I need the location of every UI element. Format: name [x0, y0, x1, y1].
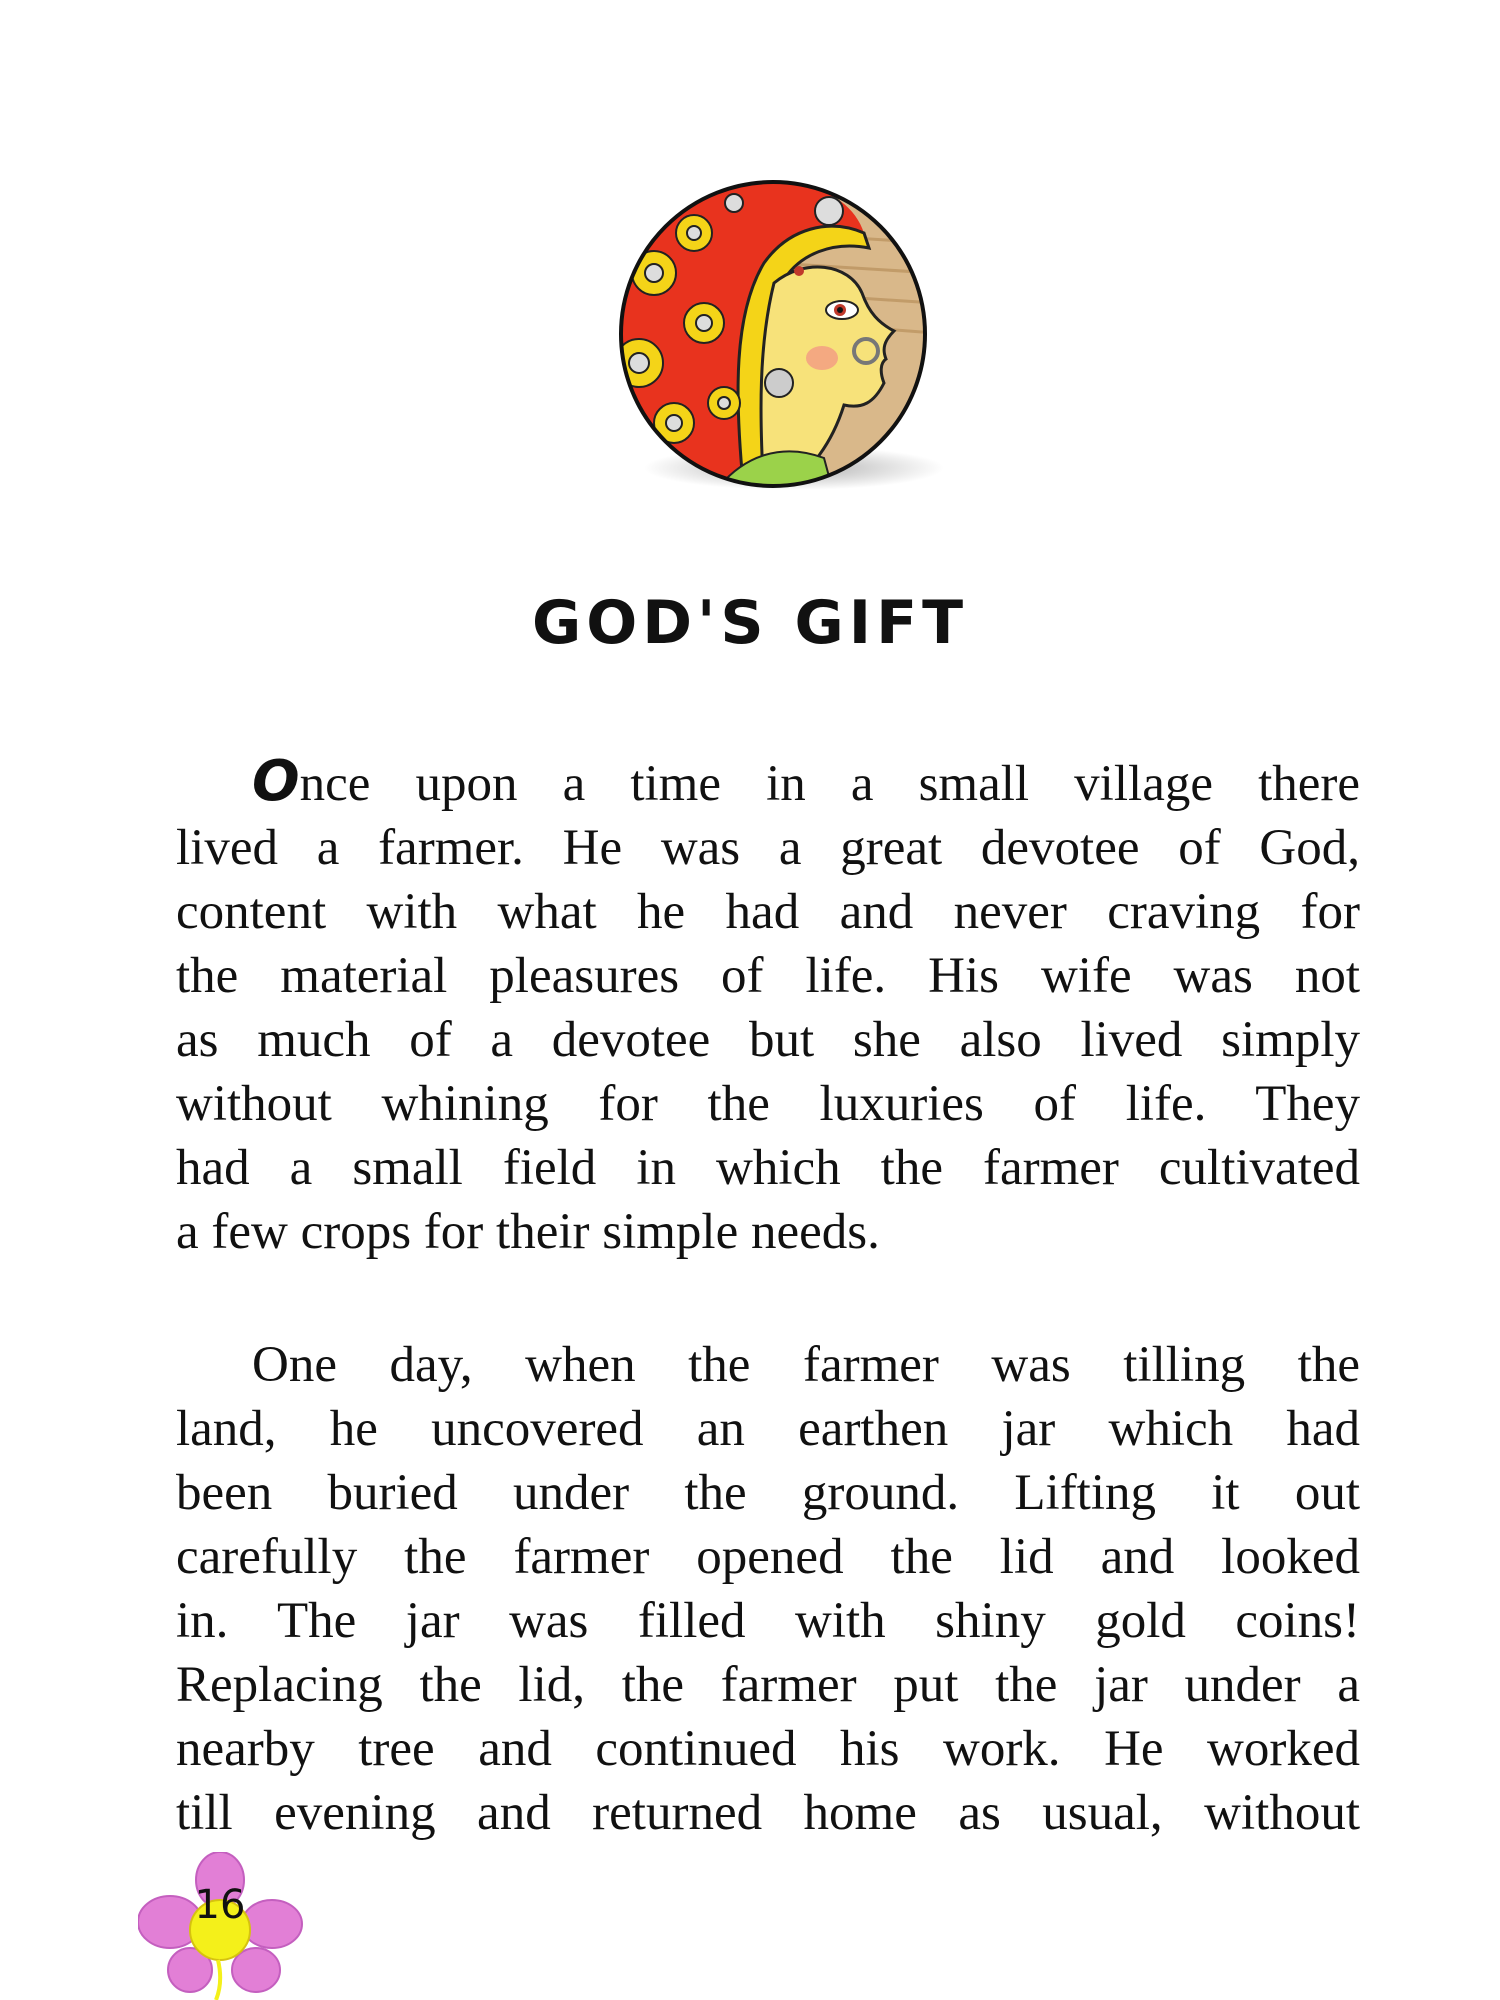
paragraph-line: nearby tree and continued his work. He worked: [176, 1721, 1360, 1777]
paragraph-line: had a small field in which the farmer cultivated: [176, 1140, 1360, 1196]
woman-portrait-illustration: [594, 173, 952, 495]
page-number: 16: [194, 1882, 246, 1928]
paragraph-line: as much of a devotee but she also lived simply: [176, 1012, 1360, 1068]
paragraph-line: carefully the farmer opened the lid and looked: [176, 1529, 1360, 1585]
paragraph-line: till evening and returned home as usual, without: [176, 1785, 1360, 1841]
paragraph-1: [176, 750, 1360, 1264]
paragraph-line: lived a farmer. He was a great devotee of God,: [176, 820, 1360, 876]
drop-cap: O: [252, 749, 300, 814]
line-text: nce upon a time in a small village there: [299, 756, 1360, 812]
paragraph-line: without whining for the luxuries of life. They: [176, 1076, 1360, 1132]
paragraph-line: the material pleasures of life. His wife was not: [176, 948, 1360, 1004]
paragraph-line: in. The jar was filled with shiny gold coins!: [176, 1593, 1360, 1649]
paragraph-line: [176, 750, 1360, 816]
paragraph-line: been buried under the ground. Lifting it out: [176, 1465, 1360, 1521]
paragraph-line: content with what he had and never craving for: [176, 884, 1360, 940]
paragraph-2: [176, 1333, 1360, 1845]
paragraph-line: a few crops for their simple needs.: [176, 1204, 880, 1260]
paragraph-line: Replacing the lid, the farmer put the jar under a: [176, 1657, 1360, 1713]
paragraph-line: One day, when the farmer was tilling the: [252, 1337, 1360, 1393]
paragraph-line: land, he uncovered an earthen jar which had: [176, 1401, 1360, 1457]
story-title: GOD'S GIFT: [531, 588, 968, 658]
